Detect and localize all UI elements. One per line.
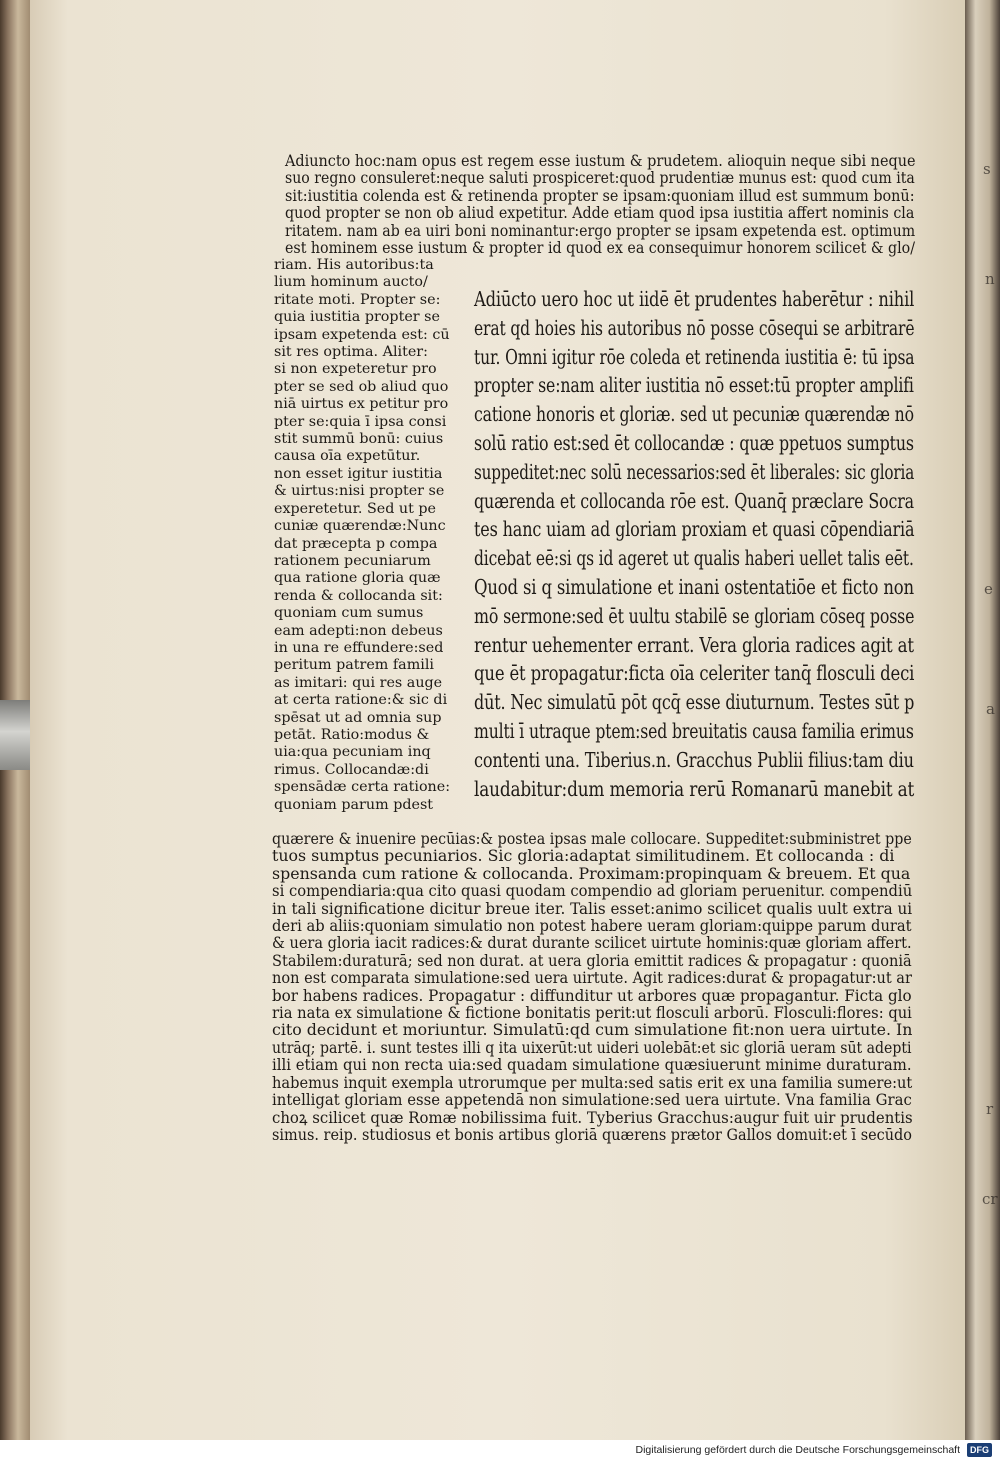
margin-fragment: cr	[982, 1190, 998, 1208]
text-line: erat qd hoies his autoribus nō posse cōsequi se arbitrarē	[474, 315, 915, 340]
bottom-commentary	[272, 830, 912, 1143]
text-line: tuos sumptus pecuniarios. Sic gloria:adaptat similitudinem. Et collocanda : di	[272, 846, 895, 866]
text-line: si non expeteretur pro	[274, 361, 437, 378]
text-line: tes hanc uiam ad gloriam proxiam et quasi cōpendiariā	[474, 517, 915, 542]
text-line: rimus. Collocandæ:di	[274, 761, 429, 778]
text-line: illi etiam qui non recta uia:sed quadam simulatione quæsiuerunt minime duraturam.	[272, 1055, 912, 1075]
text-line: sit res optima. Aliter:	[274, 344, 428, 361]
text-line: quoniam cum sumus	[274, 605, 424, 622]
text-line: in una re effundere:sed	[274, 639, 444, 656]
text-line: rationem pecuniarum	[274, 552, 431, 569]
text-line: & uirtus:nisi propter se	[274, 483, 445, 500]
text-line: spensanda cum ratione & collocanda. Proximam:propinquam & breuem. Et qua	[272, 863, 911, 883]
top-commentary	[285, 152, 915, 256]
book-edge-right	[965, 0, 1000, 1440]
text-line: dat præcepta p compa	[274, 535, 438, 552]
text-line: in tali significatione dicitur breue iter. Talis esset:animo scilicet qualis uult extra ui	[272, 898, 913, 918]
text-line: habemus inquit exempla utrorumque per multa:sed satis erit ex una familia sumere:ut	[272, 1072, 913, 1092]
text-line: utrāq; partē. i. sunt testes illi q ita uixerūt:ut uideri uolebāt:et sic gloriā ueram sūt adepti	[272, 1037, 912, 1057]
funding-credit: Digitalisierung gefördert durch die Deutsche Forschungsgemeinschaft	[635, 1444, 960, 1456]
text-line: multi ī utraque ptem:sed breuitatis causa familia erimus	[474, 718, 914, 743]
text-line: ipsam expetenda est: cū	[274, 326, 450, 343]
text-line: catione honoris et gloriæ. sed ut pecuniæ quærendæ nō	[474, 402, 914, 427]
text-line: choꝝ scilicet quæ Romæ nobilissima fuit. Tyberius Gracchus:augur fuit uir prudentis	[272, 1107, 913, 1127]
footer-bar	[0, 1440, 1000, 1462]
text-line: intelligat gloriam esse appetendā non simulatione:sed uera uirtute. Vna familia Grac	[272, 1090, 912, 1110]
text-line: quia iustitia propter se	[274, 309, 440, 326]
text-line: cuniæ quærendæ:Nunc	[274, 518, 446, 535]
text-line: non esset igitur iustitia	[274, 465, 443, 482]
margin-fragment: s	[983, 160, 991, 178]
text-line: que ēt propagatur:ficta oīa celeriter tanq̄ flosculi deci	[474, 661, 915, 686]
text-line: propter se:nam aliter iustitia nō esset:tū propter amplifi	[474, 373, 914, 398]
text-line: causa oīa expetūtur.	[274, 448, 421, 465]
text-line: Stabilem:duraturā; sed non durat. at uera gloria emittit radices & propagatur : quoniā	[272, 950, 912, 970]
text-line: niā uirtus ex petitur pro	[274, 396, 449, 413]
text-line: petāt. Ratio:modus &	[274, 726, 430, 743]
text-line: spēsat ut ad omnia sup	[274, 709, 442, 726]
text-line: quærenda et collocanda rōe est. Quanq̄ præclare Socra	[474, 488, 914, 513]
text-line: pter se sed ob aliud quo	[274, 378, 449, 395]
text-line: lium hominum aucto/	[274, 274, 428, 291]
text-line: ritate moti. Propter se:	[274, 291, 441, 308]
side-commentary	[274, 257, 454, 814]
text-line: ria nata ex simulatione & fictione bonitatis perit:ut flosculi arborū. Flosculi:flores: qui	[272, 1003, 912, 1023]
text-line: est hominem esse iustum & propter id quod ex ea consequimur honorem scilicet & glo/	[285, 238, 915, 258]
text-line: contenti una. Tiberius.n. Gracchus Publii filius:tam diu	[474, 747, 914, 772]
text-line: renda & collocanda sit:	[274, 587, 443, 604]
text-line: tur. Omni igitur rōe coleda et retinenda iustitia ē: tū ipsa	[474, 344, 915, 369]
text-line: pter se:quia ī ipsa consi	[274, 413, 447, 430]
text-line: & uera gloria iacit radices:& durat durante scilicet uirtute hominis:quæ gloriam affert.	[272, 933, 912, 953]
text-line: Quod si q simulatione et inani ostentatiōe et ficto non	[474, 574, 914, 599]
text-line: sit:iustitia colenda est & retinenda propter se ipsam:quoniam illud est summum bonū:	[285, 185, 915, 205]
dfg-logo-icon: DFG	[967, 1443, 992, 1457]
text-line: at certa ratione:& sic di	[274, 692, 448, 709]
text-line: bor habens radices. Propagatur : diffunditur ut arbores quæ propagantur. Ficta glo	[272, 985, 912, 1005]
text-line: Adiuncto hoc:nam opus est regem esse iustum & prudetem. alioquin neque sibi neque	[285, 151, 916, 170]
text-line: spensādæ certa ratione:	[274, 779, 451, 796]
text-line: riam. His autoribus:ta	[274, 257, 434, 273]
text-line: uia:qua pecuniam inq	[274, 744, 431, 761]
text-line: Adiūcto uero hoc ut iidē ēt prudentes haberētur : nihil	[474, 287, 915, 311]
text-line: laudabitur:dum memoria rerū Romanarū manebit at	[474, 776, 915, 801]
margin-fragment: n	[985, 270, 995, 288]
text-line: dūt. Nec simulatū pōt qcq̄ esse diuturnum. Testes sūt p	[474, 690, 915, 715]
main-text	[474, 285, 914, 803]
text-line: peritum patrem famili	[274, 657, 434, 674]
margin-fragment: a	[986, 700, 995, 718]
text-line: mō sermone:sed ēt uultu stabilē se gloriam cōseq posse	[474, 603, 915, 628]
text-line: suppeditet:nec solū necessarios:sed ēt liberales: sic gloria	[474, 459, 915, 484]
text-line: eam adepti:non debeus	[274, 622, 443, 639]
text-line: si compendiaria:qua cito quasi quodam compendio ad gloriam peruenitur. compendiū	[272, 881, 913, 901]
text-line: quod propter se non ob aliud expetitur. Adde etiam quod ipsa iustitia affert nominis cla	[285, 203, 915, 223]
text-line: quærere & inuenire pecūias:& postea ipsas male collocare. Suppeditet:subministret ppe	[272, 829, 912, 848]
text-line: cito decidunt et moriuntur. Simulatū:qd cum simulatione fit:non uera uirtute. In	[272, 1020, 913, 1040]
text-line: simus. reip. studiosus et bonis artibus gloriā quærens prætor Gallos domuit:et ī secūdo	[272, 1124, 912, 1144]
text-line: qua ratione gloria quæ	[274, 570, 441, 587]
text-line: suo regno consuleret:neque saluti prospiceret:quod prudentiæ munus est: quod cum ita	[285, 168, 915, 188]
text-line: rentur uehementer errant. Vera gloria radices agit at	[474, 632, 914, 657]
margin-fragment: r	[986, 1100, 994, 1118]
text-line: as imitari: qui res auge	[274, 674, 443, 691]
text-line: dicebat eē:si qs id ageret ut qualis haberi uellet talis eēt.	[474, 546, 914, 571]
margin-fragment: e	[984, 580, 993, 598]
text-line: non est comparata simulatione:sed uera uirtute. Agit radices:durat & propagatur:ut ar	[272, 968, 912, 988]
text-line: experetetur. Sed ut pe	[274, 500, 437, 517]
text-line: deri ab aliis:quoniam simulatio non potest habere ueram gloriam:quippe parum durat	[272, 916, 912, 936]
text-line: ritatem. nam ab ea uiri boni nominantur:ergo propter se ipsam expetenda est. optimum	[285, 220, 916, 240]
text-line: quoniam parum pdest	[274, 796, 434, 813]
text-line: stit summū bonū: cuius	[274, 431, 444, 448]
text-line: solū ratio est:sed ēt collocandæ : quæ ppetuos sumptus	[474, 430, 914, 455]
